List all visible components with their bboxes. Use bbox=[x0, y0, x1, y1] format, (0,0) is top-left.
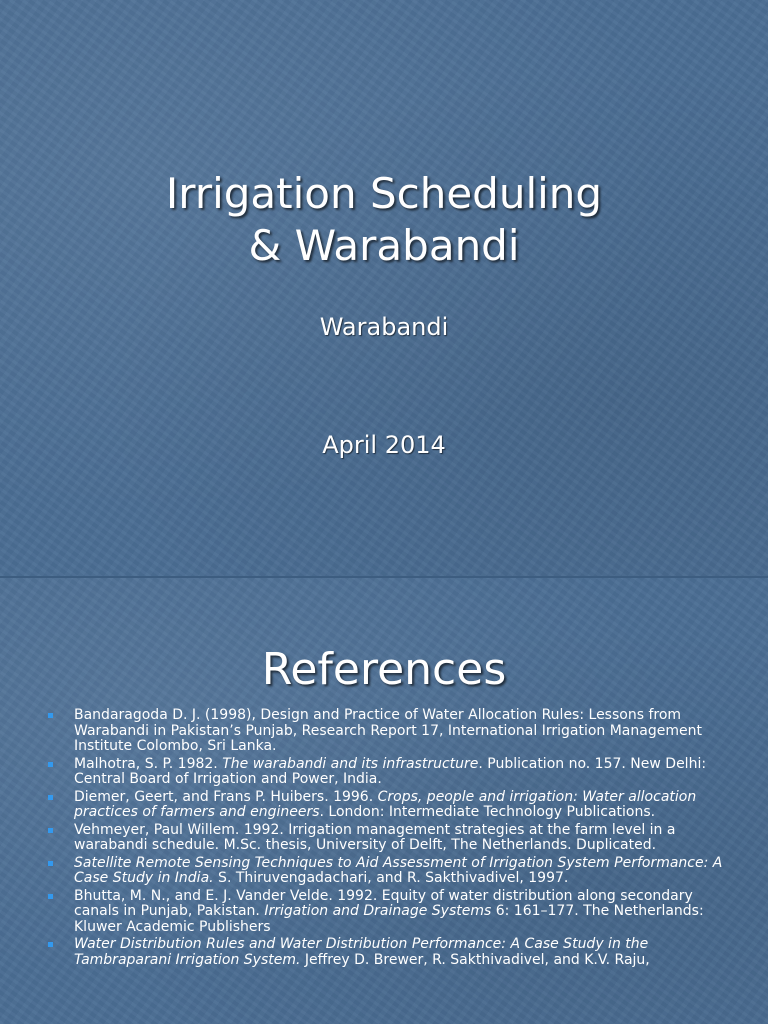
references-slide bbox=[0, 578, 768, 1024]
reference-text-ital: The warabandi and its infrastructure bbox=[222, 755, 479, 772]
reference-text-pre: Diemer, Geert, and Frans P. Huibers. 1996. bbox=[74, 788, 378, 805]
title-line-1: Irrigation Scheduling bbox=[165, 169, 603, 218]
square-bullet-icon bbox=[48, 894, 53, 899]
reference-text-ital: Water Distribution Rules and Water Distribution Performance: A Case Study in the Tambraparani Irrigation System. bbox=[74, 936, 649, 968]
reference-text-ital: Irrigation and Drainage Systems bbox=[264, 903, 492, 919]
square-bullet-icon bbox=[48, 795, 53, 800]
reference-item bbox=[48, 856, 738, 887]
reference-text-post: . Publication no. 157. New Delhi: Central Board of Irrigation and Power, India. bbox=[74, 755, 707, 787]
reference-item bbox=[48, 889, 738, 936]
square-bullet-icon bbox=[48, 762, 53, 767]
slide-date: April 2014 bbox=[322, 431, 446, 459]
references-list bbox=[48, 708, 738, 970]
reference-item bbox=[48, 790, 738, 821]
title-line-2: & Warabandi bbox=[248, 221, 520, 270]
references-title: References bbox=[261, 644, 507, 695]
square-bullet-icon bbox=[48, 713, 53, 718]
reference-item bbox=[48, 937, 738, 968]
reference-text-pre: Vehmeyer, Paul Willem. 1992. Irrigation management strategies at the farm level in a warabandi schedule. M.Sc. thesis, University of Delft, The Netherlands. Duplicated. bbox=[74, 821, 676, 853]
reference-item bbox=[48, 757, 738, 788]
reference-text-post: 6: 161–177. The Netherlands: Kluwer Academic Publishers bbox=[74, 903, 704, 935]
reference-text-post: . London: Intermediate Technology Publications. bbox=[319, 804, 656, 820]
reference-text-pre: Bandaragoda D. J. (1998), Design and Practice of Water Allocation Rules: Lessons from Warabandi in Pakistan’s Punjab, Research Report 17, International Irrigation Management Institute Colombo, Sri Lanka. bbox=[74, 707, 702, 754]
reference-text-pre: Bhutta, M. N., and E. J. Vander Velde. 1992. Equity of water distribution along secondary canals in Punjab, Pakistan. bbox=[74, 887, 693, 919]
slide-title bbox=[0, 168, 768, 272]
reference-item bbox=[48, 708, 738, 755]
reference-text-post: Jeffrey D. Brewer, R. Sakthivadivel, and K.V. Raju, bbox=[300, 951, 650, 968]
reference-text-post: S. Thiruvengadachari, and R. Sakthivadivel, 1997. bbox=[213, 870, 569, 886]
reference-item bbox=[48, 823, 738, 854]
square-bullet-icon bbox=[48, 828, 53, 833]
square-bullet-icon bbox=[48, 942, 53, 947]
slide-subtitle: Warabandi bbox=[319, 313, 449, 341]
reference-text-pre: Malhotra, S. P. 1982. bbox=[74, 755, 223, 772]
reference-text-ital: Crops, people and irrigation: Water allocation practices of farmers and engineers bbox=[74, 788, 697, 820]
reference-text-ital: Satellite Remote Sensing Techniques to Aid Assessment of Irrigation System Performance: A Case Study in India. bbox=[74, 854, 723, 886]
square-bullet-icon bbox=[48, 861, 53, 866]
